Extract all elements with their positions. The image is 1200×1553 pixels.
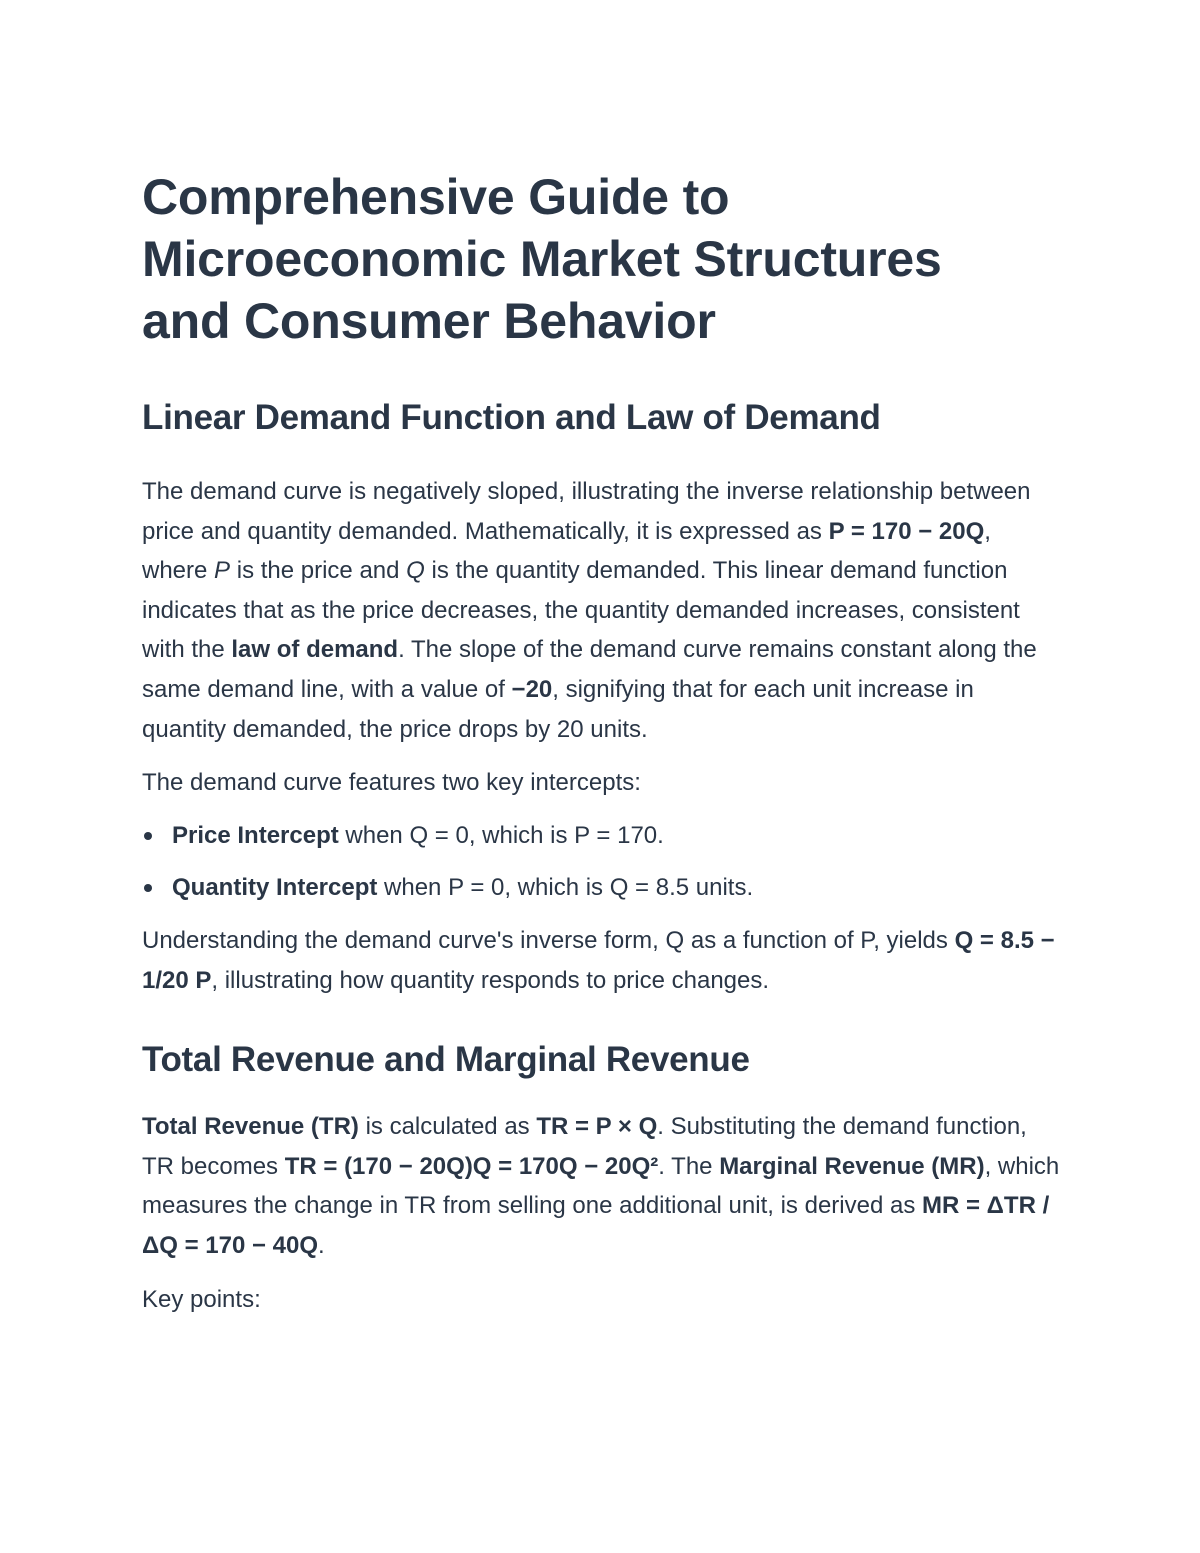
text-span: is the price and [230, 557, 407, 585]
text-span: is calculated as [358, 1113, 537, 1141]
text-span: , illustrating how quantity responds to price changes. [211, 966, 770, 994]
text-span: , signifying that for each unit increase in quantity demanded, the price drops by 20 units. [142, 675, 974, 743]
text-span: is the quantity demanded. This linear demand function indicates that as the price decreases, the quantity demanded increases, consistent with the [142, 557, 1020, 664]
list-item-text: when Q = 0, which is P = 170. [338, 821, 664, 849]
list-item [142, 868, 1062, 908]
quantity-variable: Q [406, 557, 425, 585]
demand-paragraph [142, 472, 1062, 749]
list-item-label: Quantity Intercept [172, 874, 378, 902]
section-heading-revenue: Total Revenue and Marginal Revenue [142, 1040, 750, 1080]
inverse-demand-equation: Q = 8.5 − 1/20 P [142, 926, 1055, 994]
text-span: . Substituting the demand function, TR becomes [142, 1113, 1027, 1180]
text-span: , where [142, 517, 991, 585]
text-span: . The slope of the demand curve remains constant along the same demand line, with a value of [142, 636, 1037, 703]
revenue-paragraph [142, 1107, 1062, 1265]
mr-formula: MR = ΔTR / ΔQ = 170 − 40Q [142, 1192, 1050, 1259]
total-revenue-term: Total Revenue (TR) [142, 1113, 359, 1141]
intercepts-intro: The demand curve features two key intercepts: [142, 769, 641, 797]
intercepts-list [142, 816, 1062, 908]
document-page [142, 166, 1062, 1319]
price-variable: P [214, 557, 231, 585]
marginal-revenue-term: Marginal Revenue (MR) [719, 1152, 985, 1180]
text-span: . [318, 1231, 325, 1259]
page-title: Comprehensive Guide to Microeconomic Market Structures and Consumer Behavior [142, 169, 942, 349]
section-heading-demand: Linear Demand Function and Law of Demand [142, 398, 881, 437]
key-points-label: Key points: [142, 1285, 261, 1313]
bullet-icon [144, 884, 152, 892]
list-item-label: Price Intercept [172, 821, 339, 849]
text-span: . The [658, 1152, 720, 1180]
law-of-demand-term: law of demand [231, 636, 399, 664]
text-span: Understanding the demand curve's inverse form, Q as a function of P, yields [142, 926, 955, 954]
inverse-demand-paragraph [142, 921, 1062, 1000]
tr-formula: TR = P × Q [536, 1113, 658, 1141]
tr-expanded-formula: TR = (170 − 20Q)Q = 170Q − 20Q² [284, 1152, 659, 1180]
list-item [142, 816, 1062, 856]
bullet-icon [144, 832, 152, 840]
text-span: , which measures the change in TR from selling one additional unit, is derived as [142, 1152, 1060, 1220]
slope-value: −20 [511, 675, 553, 703]
demand-equation: P = 170 − 20Q [828, 517, 985, 545]
text-span: The demand curve is negatively sloped, illustrating the inverse relationship between price and quantity demanded. Mathematically, it is expressed as [142, 478, 1031, 545]
list-item-text: when P = 0, which is Q = 8.5 units. [377, 874, 754, 902]
